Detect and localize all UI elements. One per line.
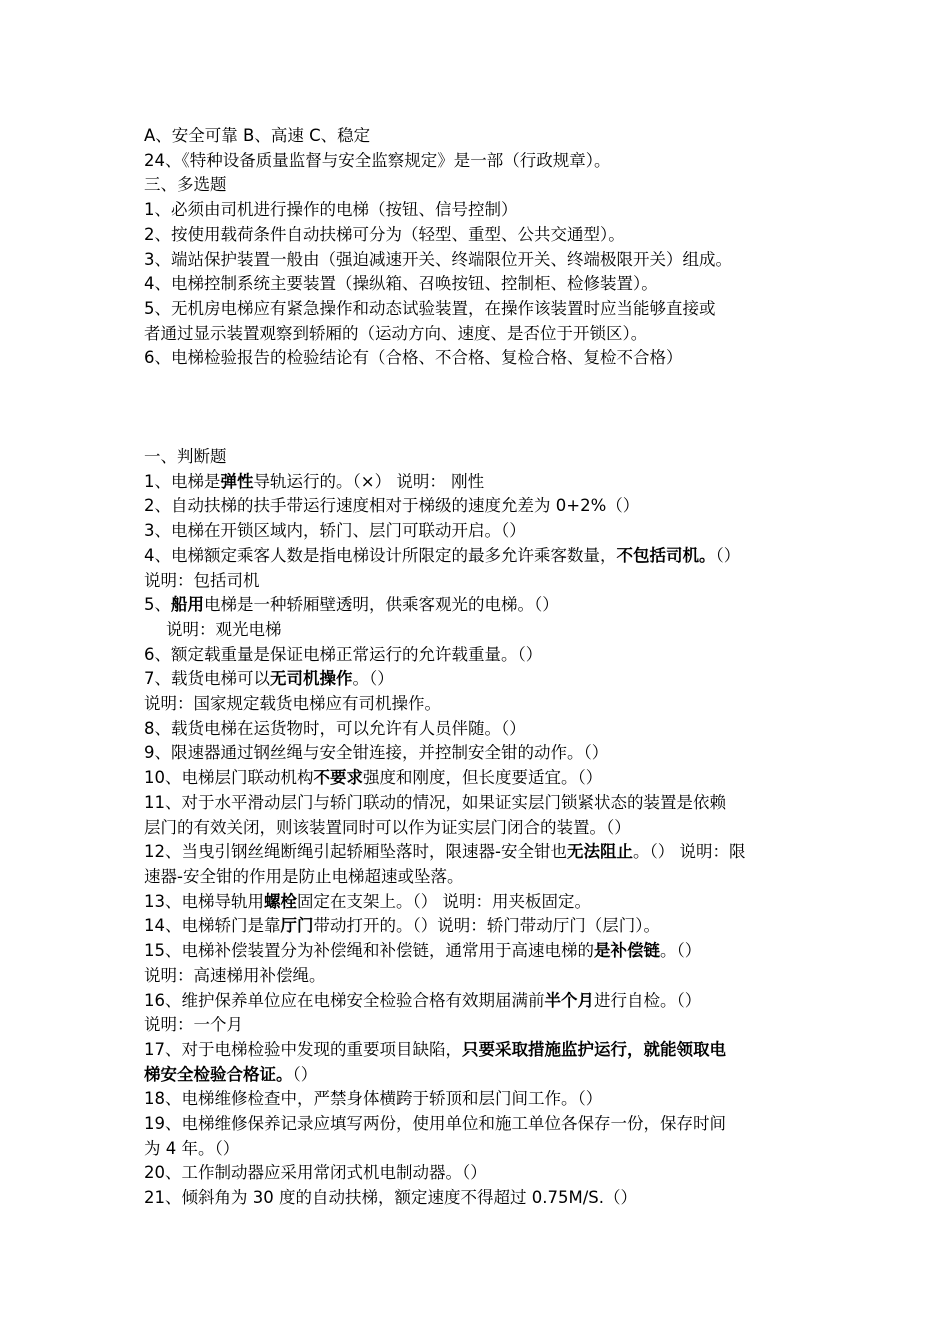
- text-line: [144, 544, 810, 569]
- text-line: [144, 470, 810, 495]
- text-segment: 13、电梯导轨用: [144, 891, 264, 911]
- text-segment: 6、额定载重量是保证电梯正常运行的允许载重量。（）: [144, 644, 543, 664]
- text-line: [144, 248, 810, 273]
- text-line: [144, 667, 810, 692]
- text-segment: 为 4 年。（）: [144, 1138, 240, 1158]
- text-segment: 3、电梯在开锁区域内，轿门、层门可联动开启。（）: [144, 521, 526, 541]
- text-segment: 5、: [144, 595, 171, 615]
- section-gap: [144, 371, 810, 445]
- text-segment: 5、无机房电梯应有紧急操作和动态试验装置，在操作该装置时应当能够直接或: [144, 298, 716, 318]
- bold-text: 无司机操作: [270, 669, 353, 689]
- bold-text: 不要求: [313, 768, 363, 788]
- text-segment: 。（） 说明：限: [632, 842, 746, 862]
- text-line: [144, 519, 810, 544]
- text-segment: 4、电梯控制系统主要装置（操纵箱、召唤按钮、控制柜、检修装置）。: [144, 274, 658, 294]
- text-segment: 16、维护保养单位应在电梯安全检验合格有效期届满前: [144, 990, 545, 1010]
- text-segment: 固定在支架上。（） 说明：用夹板固定。: [297, 891, 591, 911]
- text-line: [144, 445, 810, 470]
- text-segment: 说明：观光电梯: [166, 619, 282, 639]
- text-segment: 20、工作制动器应采用常闭式机电制动器。（）: [144, 1163, 487, 1183]
- text-line: [144, 494, 810, 519]
- text-segment: 2、自动扶梯的扶手带运行速度相对于梯级的速度允差为 0+2%（）: [144, 496, 640, 516]
- text-line: [144, 124, 810, 149]
- text-segment: （）: [715, 545, 741, 565]
- text-line: [144, 1186, 810, 1211]
- text-segment: 说明：一个月: [144, 1015, 243, 1035]
- text-line: [144, 1013, 810, 1038]
- text-line: [144, 1137, 810, 1162]
- text-segment: 8、载货电梯在运货物时，可以允许有人员伴随。（）: [144, 718, 526, 738]
- text-line: [144, 1112, 810, 1137]
- text-segment: 说明：包括司机: [144, 570, 260, 590]
- text-line: [144, 890, 810, 915]
- text-segment: 导轨运行的。（×） 说明： 刚性: [253, 471, 485, 491]
- text-line: [144, 322, 810, 347]
- text-line: [144, 297, 810, 322]
- text-segment: 三、多选题: [144, 175, 227, 195]
- text-segment: 12、当曳引钢丝绳断绳引起轿厢坠落时，限速器-安全钳也: [144, 842, 567, 862]
- text-segment: 进行自检。（）: [594, 990, 702, 1010]
- text-segment: 2、按使用载荷条件自动扶梯可分为（轻型、重型、公共交通型）。: [144, 224, 625, 244]
- text-line: [144, 1063, 810, 1088]
- text-line: [144, 643, 810, 668]
- text-segment: 强度和刚度，但长度要适宜。（）: [363, 768, 603, 788]
- bold-text: 无法阻止: [566, 842, 633, 862]
- text-line: [144, 618, 810, 643]
- text-line: [144, 939, 810, 964]
- text-segment: 18、电梯维修检查中，严禁身体横跨于轿顶和层门间工作。（）: [144, 1089, 603, 1109]
- text-line: [144, 741, 810, 766]
- bold-text: 螺栓: [264, 891, 297, 911]
- text-segment: 1、电梯是: [144, 471, 221, 491]
- multiple-choice-section: [144, 124, 810, 371]
- text-segment: 9、限速器通过钢丝绳与安全钳连接，并控制安全钳的动作。（）: [144, 743, 609, 763]
- text-line: [144, 964, 810, 989]
- text-segment: 者通过显示装置观察到轿厢的（运动方向、速度、是否位于开锁区）。: [144, 323, 648, 343]
- text-segment: 14、电梯轿门是靠: [144, 916, 281, 936]
- text-segment: 一、判断题: [144, 447, 227, 467]
- text-segment: 1、必须由司机进行操作的电梯（按钮、信号控制）: [144, 200, 518, 220]
- bold-text: 弹性: [220, 471, 254, 491]
- text-line: [144, 717, 810, 742]
- text-line: [144, 1087, 810, 1112]
- text-segment: 层门的有效关闭，则该装置同时可以作为证实层门闭合的装置。（）: [144, 817, 631, 837]
- text-line: [144, 149, 810, 174]
- text-segment: 19、电梯维修保养记录应填写两份，使用单位和施工单位各保存一份，保存时间: [144, 1114, 726, 1134]
- text-segment: 带动打开的。（）说明：轿门带动厅门（层门）。: [313, 916, 660, 936]
- text-segment: 速器-安全钳的作用是防止电梯超速或坠落。: [144, 866, 464, 886]
- text-segment: 6、电梯检验报告的检验结论有（合格、不合格、复检合格、复检不合格）: [144, 348, 683, 368]
- text-segment: 21、倾斜角为 30 度的自动扶梯，额定速度不得超过 0.75M/S.（）: [144, 1188, 637, 1208]
- text-segment: （）: [292, 1064, 318, 1084]
- text-line: [144, 914, 810, 939]
- text-segment: 说明：高速梯用补偿绳。: [144, 965, 326, 985]
- text-segment: 电梯是一种轿厢壁透明，供乘客观光的电梯。（）: [204, 595, 559, 615]
- text-line: [144, 569, 810, 594]
- text-segment: 15、电梯补偿装置分为补偿绳和补偿链，通常用于高速电梯的: [144, 941, 594, 961]
- text-segment: 说明：国家规定载货电梯应有司机操作。: [144, 694, 441, 714]
- text-segment: 4、电梯额定乘客人数是指电梯设计所限定的最多允许乘客数量，: [144, 545, 617, 565]
- text-segment: 11、对于水平滑动层门与轿门联动的情况，如果证实层门锁紧状态的装置是依赖: [144, 792, 726, 812]
- text-line: [144, 346, 810, 371]
- text-line: [144, 272, 810, 297]
- text-segment: 。（）: [352, 669, 394, 689]
- bold-text: 船用: [171, 595, 204, 615]
- text-segment: 24、《特种设备质量监督与安全监察规定》是一部（行政规章）。: [144, 150, 611, 170]
- bold-text: 梯安全检验合格证。: [144, 1064, 293, 1084]
- text-line: [144, 791, 810, 816]
- text-line: [144, 840, 810, 865]
- text-line: [144, 593, 810, 618]
- text-line: [144, 223, 810, 248]
- text-line: [144, 1161, 810, 1186]
- text-line: [144, 692, 810, 717]
- text-segment: 7、载货电梯可以: [144, 669, 270, 689]
- text-line: [144, 766, 810, 791]
- bold-text: 半个月: [544, 990, 594, 1010]
- text-line: [144, 816, 810, 841]
- text-line: [144, 173, 810, 198]
- text-line: [144, 865, 810, 890]
- text-segment: 10、电梯层门联动机构: [144, 768, 314, 788]
- text-segment: 3、端站保护装置一般由（强迫减速开关、终端限位开关、终端极限开关）组成。: [144, 249, 732, 269]
- bold-text: 不包括司机。: [616, 545, 716, 565]
- text-segment: 。（）: [660, 941, 702, 961]
- bold-text: 是补偿链: [594, 941, 660, 961]
- text-line: [144, 1038, 810, 1063]
- text-line: [144, 989, 810, 1014]
- text-line: [144, 198, 810, 223]
- bold-text: 厅门: [280, 916, 314, 936]
- true-false-section: [144, 445, 810, 1211]
- text-segment: A、安全可靠 B、高速 C、稳定: [144, 126, 371, 145]
- text-segment: 17、对于电梯检验中发现的重要项目缺陷，: [144, 1039, 462, 1059]
- bold-text: 只要采取措施监护运行，就能领取电: [462, 1039, 726, 1059]
